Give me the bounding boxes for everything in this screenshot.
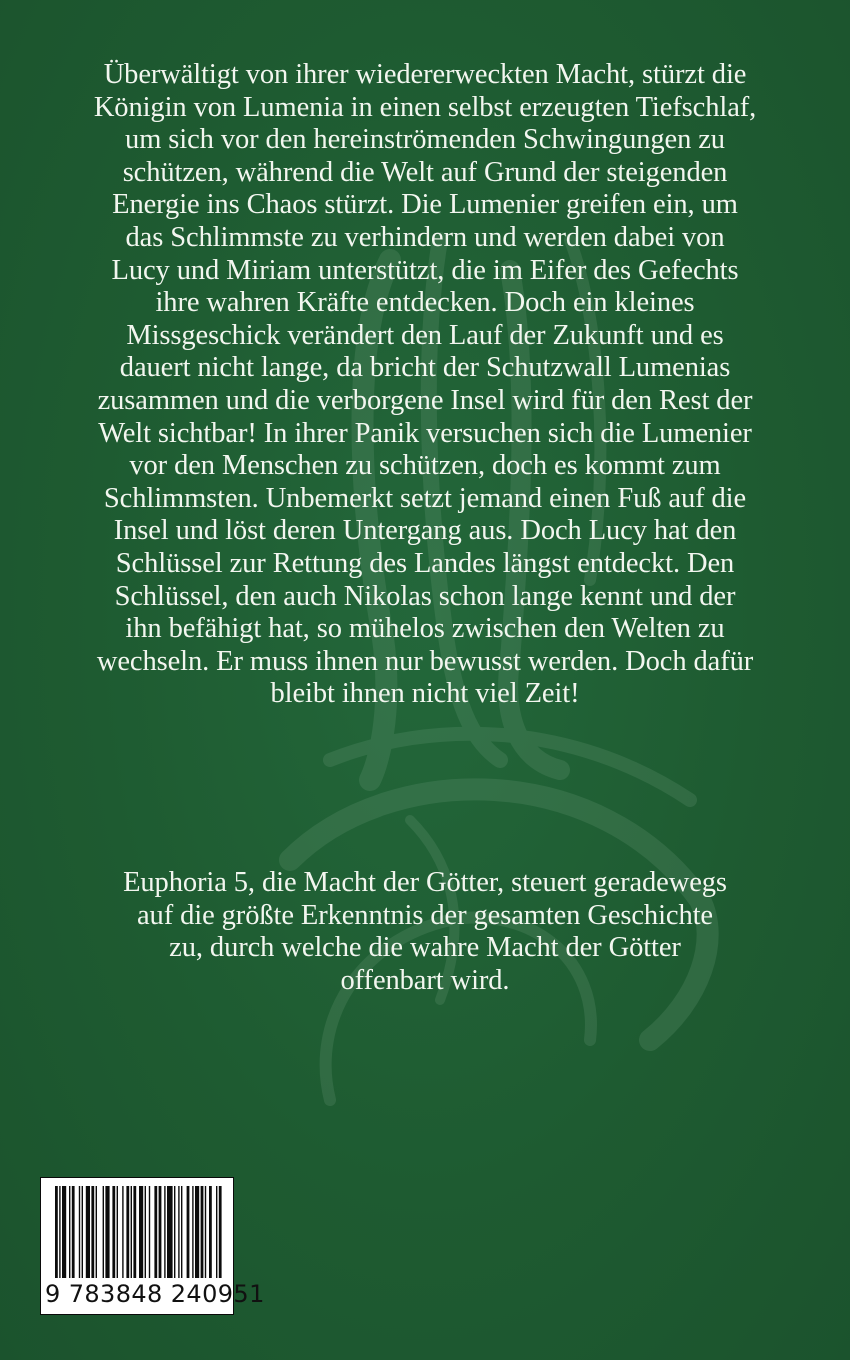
barcode-bar [86,1186,90,1278]
barcode-bar [72,1186,75,1278]
barcode-bar [192,1186,193,1278]
barcode-bar [219,1186,222,1278]
isbn-number: 9 783848 240951 [45,1280,265,1308]
barcode-bar [126,1186,129,1278]
barcode-bar [117,1186,118,1278]
synopsis-line: Energie ins Chaos stürzt. Die Lumenier greifen ein, um [112,189,738,221]
barcode-bar [149,1186,150,1278]
synopsis-line: zusammen und die verborgene Insel wird für den Rest der [97,384,753,416]
barcode-bar [62,1186,66,1278]
barcode-bar [195,1186,199,1278]
barcode-bar [145,1186,146,1278]
synopsis-line: bleibt ihnen nicht viel Zeit! [270,678,580,710]
barcode-bar [178,1186,179,1278]
tagline-line: auf die größte Erkenntnis der gesamten Geschichte [137,899,713,931]
synopsis-line: Schlimmsten. Unbemerkt setzt jemand einen Fuß auf die [103,482,747,514]
barcode-bar [181,1186,182,1278]
tagline-line: zu, durch welche die wahre Macht der Götter [169,932,681,964]
tagline-text [40,867,810,997]
barcode-bar [139,1186,143,1278]
synopsis-line: Königin von Lumenia in einen selbst erzeugten Tiefschlaf, [93,91,757,123]
synopsis-line: Welt sichtbar! In ihrer Panik versuchen sich die Lumenier [98,417,752,449]
barcode-bar [112,1186,115,1278]
barcode-bar [205,1186,206,1278]
synopsis-line: vor den Menschen zu schützen, doch es kommt zum [129,450,721,482]
synopsis-text [40,59,810,711]
barcode-bar [133,1186,136,1278]
synopsis-line: Schlüssel, den auch Nikolas schon lange kennt und der [114,580,736,612]
barcode-bar [105,1186,109,1278]
synopsis-line: dauert nicht lange, da bricht der Schutzwall Lumenias [119,352,731,384]
synopsis-line: Lucy und Miriam unterstützt, die im Eifer des Gefechts [111,254,739,286]
barcode-bar [187,1186,190,1278]
barcode-bar [69,1186,70,1278]
isbn-barcode [40,1177,265,1315]
barcode-bar [209,1186,212,1278]
barcode-bar [164,1186,165,1278]
barcode-bar [154,1186,157,1278]
barcode-bar [131,1186,132,1278]
barcode-bar [59,1186,60,1278]
barcode-bar [82,1186,83,1278]
barcode-bar [91,1186,94,1278]
synopsis-line: ihre wahren Kräfte entdecken. Doch ein kleines [155,287,695,319]
barcode-bar [201,1186,204,1278]
tagline-line: Euphoria 5, die Macht der Götter, steuert geradewegs [123,867,727,898]
synopsis-line: Missgeschick verändert den Lauf der Zukunft und es [126,319,724,351]
synopsis-line: schützen, während die Welt auf Grund der steigenden [122,156,728,188]
synopsis-line: das Schlimmste zu verhindern und werden dabei von [125,221,725,253]
synopsis-line: Insel und löst deren Untergang aus. Doch Lucy hat den [113,515,737,547]
barcode-bar [103,1186,104,1278]
tagline-line: offenbart wird. [340,964,510,996]
barcode-bar [79,1186,80,1278]
barcode-bar [216,1186,217,1278]
barcode-bar [96,1186,97,1278]
synopsis-line: um sich vor den hereinströmenden Schwingungen zu [125,124,725,156]
synopsis-line: Überwältigt von ihrer wiedererweckten Macht, stürzt die [103,59,747,90]
barcode-bar [159,1186,162,1278]
barcode-bar [167,1186,173,1278]
synopsis-line: wechseln. Er muss ihnen nur bewusst werden. Doch dafür [96,645,754,677]
barcode-bar [55,1186,58,1278]
barcode-bars-icon [55,1186,223,1278]
synopsis-line: ihn befähigt hat, so mühelos zwischen den Welten zu [125,613,725,645]
synopsis-line: Schlüssel zur Rettung des Landes längst entdeckt. Den [115,547,735,579]
barcode-bar [122,1186,123,1278]
barcode-bar [174,1186,175,1278]
